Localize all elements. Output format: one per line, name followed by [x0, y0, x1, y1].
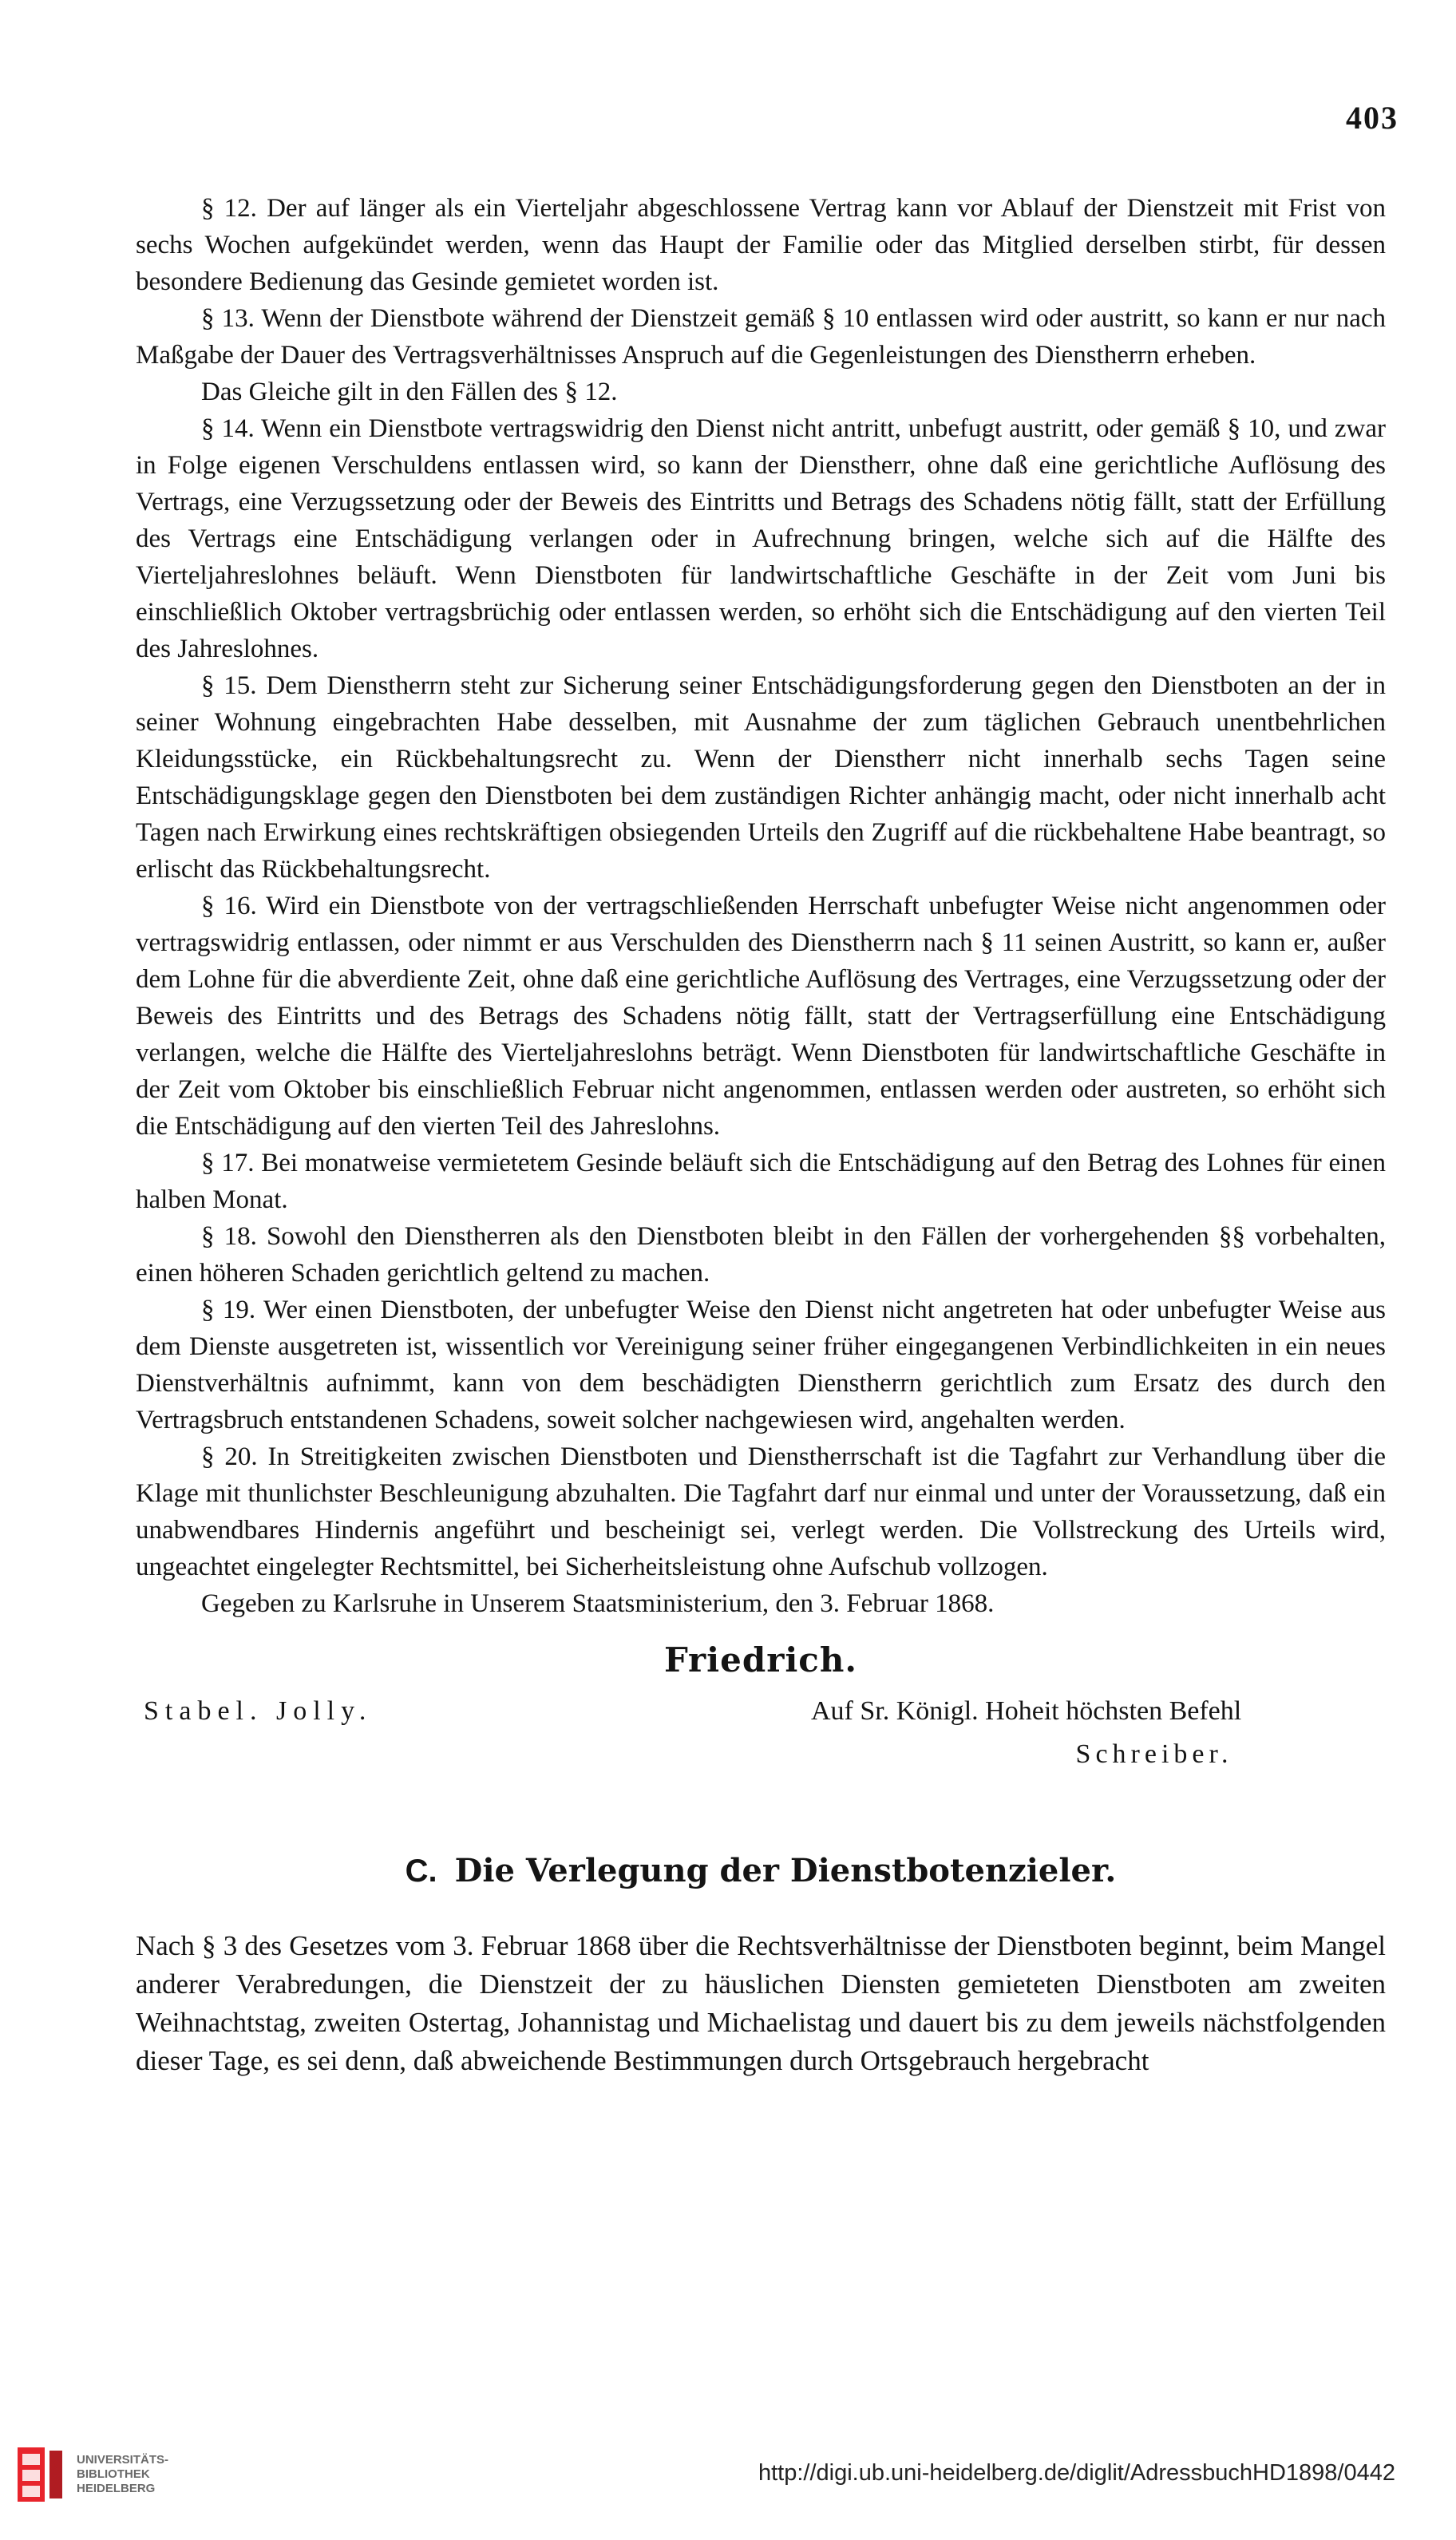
legal-text-block [136, 190, 1386, 2108]
logo-line: BIBLIOTHEK [77, 2467, 150, 2481]
cosign-row [136, 1692, 1386, 1774]
logo-line: HEIDELBERG [77, 2482, 156, 2495]
seal-icon [13, 2443, 67, 2506]
paragraph-16: § 16. Wird ein Dienstbote von der vertragschließenden Herrschaft unbefugter Weise nicht angenommen oder vertragswidrig entlassen, oder nimmt er aus Verschulden des Dienstherrn nach § 11 seinen Austritt, so kann er, außer dem Lohne für die abverdiente Zeit, ohne daß eine gerichtliche Auflösung des Vertrages, eine Verzugssetzung oder der Beweis des Eintritts und des Betrags des Schadens nötig fällt, statt der Vertragserfüllung eine Entschädigung verlangen, welche die Hälfte des Vierteljahreslohns beträgt. Wenn Dienstboten für landwirtschaftliche Geschäfte in der Zeit vom Oktober bis einschließlich Februar nicht angenommen, entlassen werden oder austreten, so erhöht sich die Entschädigung auf den vierten Teil des Jahreslohns. [136, 892, 1386, 1141]
paragraph-17: § 17. Bei monatweise vermietetem Gesinde beläuft sich die Entschädigung auf den Betrag des Lohnes für einen halben Monat. [136, 1149, 1386, 1214]
paragraph-13-addendum: Das Gleiche gilt in den Fällen des § 12. [201, 378, 618, 406]
library-logo[interactable] [13, 2443, 168, 2506]
logo-text [77, 2453, 168, 2496]
secretary: Schreiber. [1075, 1739, 1233, 1769]
signatory: Friedrich. [663, 1640, 858, 1679]
section-title: Die Verlegung der Dienstbotenzieler. [454, 1852, 1117, 1889]
section-paragraph: Nach § 3 des Gesetzes vom 3. Februar 1868 über die Rechtsverhältnisse der Dienstboten beginnt, beim Mangel anderer Verabredungen, die Dienstzeit der zu häuslichen Diensten gemieteten Dienstboten am zweiten Weihnachtstag, zweiten Ostertag, Johannistag und Michaelistag und dauert bis zu dem jeweils nächstfolgenden dieser Tage, es sei denn, daß abweichende Bestimmungen durch Ortsgebrauch hergebracht [136, 1930, 1386, 2076]
source-url-link[interactable]: http://digi.ub.uni-heidelberg.de/diglit/AdressbuchHD1898/0442 [758, 2460, 1395, 2486]
cosigners: Stabel. Jolly. [144, 1696, 373, 1726]
paragraph-15: § 15. Dem Dienstherrn steht zur Sicherung seiner Entschädigungsforderung gegen den Dienstboten an der in seiner Wohnung eingebrachten Habe desselben, mit Ausnahme der zum täglichen Gebrauch unentbehrlichen Kleidungsstücke, ein Rückbehaltungsrecht zu. Wenn der Dienstherr nicht innerhalb sechs Tagen seine Entschädigungsklage gegen den Dienstboten bei dem zuständigen Richter anhängig macht, oder nicht innerhalb acht Tagen nach Erwirkung eines rechtskräftigen obsiegenden Urteils den Zugriff auf die rückbehaltene Habe beantragt, so erlischt das Rückbehaltungsrecht. [136, 671, 1386, 884]
logo-line: UNIVERSITÄTS- [77, 2453, 169, 2467]
paragraph-12: § 12. Der auf länger als ein Vierteljahr abgeschlossene Vertrag kann vor Ablauf der Dienstzeit mit Frist von sechs Wochen aufgekündet werden, wenn das Haupt der Familie oder das Mitglied derselben stirbt, für dessen besondere Bedienung das Gesinde gemietet worden ist. [136, 194, 1386, 296]
paragraph-20: § 20. In Streitigkeiten zwischen Dienstboten und Dienstherrschaft ist die Tagfahrt zur Verhandlung über die Klage mit thunlichster Beschleunigung abzuhalten. Die Tagfahrt darf nur einmal und unter der Voraussetzung, daß ein unabwendbares Hindernis angeführt und bescheinigt sei, verlegt werden. Die Vollstreckung des Urteils wird, ungeachtet eingelegter Rechtsmittel, bei Sicherheitsleistung ohne Aufschub vollzogen. [136, 1442, 1386, 1581]
section-letter: C. [405, 1854, 437, 1889]
paragraph-19: § 19. Wer einen Dienstboten, der unbefugter Weise den Dienst nicht angetreten hat oder unbefugter Weise aus dem Dienste ausgetreten ist, wissentlich vor Vereinigung seiner früher eingegangenen Verbindlichkeiten in ein neues Dienstverhältnis aufnimmt, kann von dem beschädigten Dienstherrn gerichtlich zum Ersatz des durch den Vertragsbruch entstandenen Schadens, soweit solcher nachgewiesen wird, angehalten werden. [136, 1296, 1386, 1434]
page-number: 403 [1346, 100, 1399, 136]
dateline: Gegeben zu Karlsruhe in Unserem Staatsministerium, den 3. Februar 1868. [201, 1589, 995, 1618]
order-line: Auf Sr. Königl. Hoheit höchsten Befehl [811, 1696, 1242, 1726]
section-heading [136, 1850, 1386, 1892]
paragraph-13: § 13. Wenn der Dienstbote während der Dienstzeit gemäß § 10 entlassen wird oder austritt, so kann er nur nach Maßgabe der Dauer des Vertragsverhältnisses Anspruch auf die Gegenleistungen des Dienstherrn erheben. [136, 304, 1386, 370]
footer [0, 2428, 1456, 2540]
paragraph-18: § 18. Sowohl den Dienstherren als den Dienstboten bleibt in den Fällen der vorhergehenden §§ vorbehalten, einen höheren Schaden gerichtlich geltend zu machen. [136, 1222, 1386, 1288]
paragraph-14: § 14. Wenn ein Dienstbote vertragswidrig den Dienst nicht antritt, unbefugt austritt, oder gemäß § 10, und zwar in Folge eigenen Verschuldens entlassen wird, so kann der Dienstherr, ohne daß eine gerichtliche Auflösung des Vertrags, eine Verzugssetzung oder der Beweis des Eintritts und Betrags des Schadens nötig fällt, statt der Erfüllung des Vertrags eine Entschädigung verlangen oder in Aufrechnung bringen, welche sich auf die Hälfte des Vierteljahreslohnes beläuft. Wenn Dienstboten für landwirtschaftliche Geschäfte in der Zeit vom Juni bis einschließlich Oktober vertragsbrüchig oder entlassen werden, so erhöht sich die Entschädigung auf den vierten Teil des Jahreslohnes. [136, 414, 1386, 663]
order-block [811, 1692, 1386, 1774]
